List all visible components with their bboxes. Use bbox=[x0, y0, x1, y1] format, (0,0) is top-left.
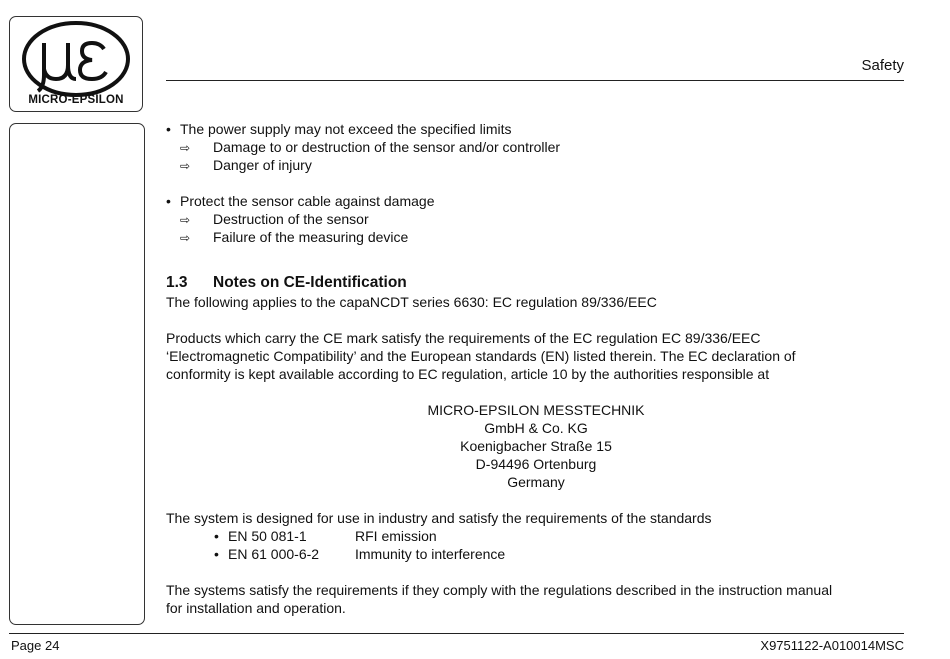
closing-line: for installation and operation. bbox=[166, 600, 346, 616]
arrow-right-icon: ⇨ bbox=[180, 159, 191, 173]
list-item: • Protect the sensor cable against damage bbox=[166, 193, 435, 209]
consequence-item: ⇨ Failure of the measuring device bbox=[180, 229, 409, 245]
paragraph-line: conformity is kept available according to EC regulation, article 10 by the authorities responsible at bbox=[166, 366, 770, 382]
consequence-item: ⇨ Destruction of the sensor bbox=[180, 211, 369, 227]
page-number: Page 24 bbox=[11, 638, 60, 653]
bullet-icon: • bbox=[214, 546, 219, 562]
paragraph-line: Products which carry the CE mark satisfy the requirements of the EC regulation EC 89/336/EEC bbox=[166, 330, 761, 346]
logo-brand-text: MICRO-EPSILON bbox=[28, 94, 124, 106]
paragraph-line: ‘Electromagnetic Compatibility’ and the European standards (EN) listed therein. The EC declaration of bbox=[166, 348, 796, 364]
consequence-item: ⇨ Damage to or destruction of the sensor and/or controller bbox=[180, 139, 561, 155]
bullet-icon: • bbox=[214, 528, 219, 544]
address-line: Koenigbacher Straße 15 bbox=[460, 438, 612, 454]
section-heading: 1.3 Notes on CE-Identification bbox=[166, 274, 407, 291]
standard-item: • EN 50 081-1 RFI emission bbox=[214, 528, 437, 544]
bullet-icon: • bbox=[166, 193, 171, 209]
address-line: GmbH & Co. KG bbox=[484, 420, 588, 436]
address-line: D-94496 Ortenburg bbox=[475, 456, 597, 472]
header-divider bbox=[166, 80, 904, 81]
list-item: • The power supply may not exceed the specified limits bbox=[166, 121, 512, 137]
closing-line: The systems satisfy the requirements if they comply with the regulations described in the instruction manual bbox=[166, 582, 833, 598]
standard-item: • EN 61 000-6-2 Immunity to interference bbox=[214, 546, 506, 562]
sidebar-panel bbox=[9, 123, 145, 625]
address-line: Germany bbox=[507, 474, 565, 490]
system-intro: The system is designed for use in industry and satisfy the requirements of the standards bbox=[166, 510, 712, 526]
footer-divider bbox=[9, 633, 904, 634]
main-content bbox=[166, 120, 906, 617]
micro-epsilon-logo-icon bbox=[10, 17, 142, 97]
bullet-icon: • bbox=[166, 121, 171, 137]
arrow-right-icon: ⇨ bbox=[180, 141, 191, 155]
applies-text: The following applies to the capaNCDT series 6630: EC regulation 89/336/EEC bbox=[166, 294, 657, 310]
logo bbox=[9, 16, 143, 112]
arrow-right-icon: ⇨ bbox=[180, 231, 191, 245]
document-id: X9751122-A010014MSC bbox=[760, 638, 904, 653]
consequence-item: ⇨ Danger of injury bbox=[180, 157, 312, 173]
section-title: Safety bbox=[861, 57, 904, 74]
arrow-right-icon: ⇨ bbox=[180, 213, 191, 227]
address-line: MICRO-EPSILON MESSTECHNIK bbox=[427, 402, 645, 418]
